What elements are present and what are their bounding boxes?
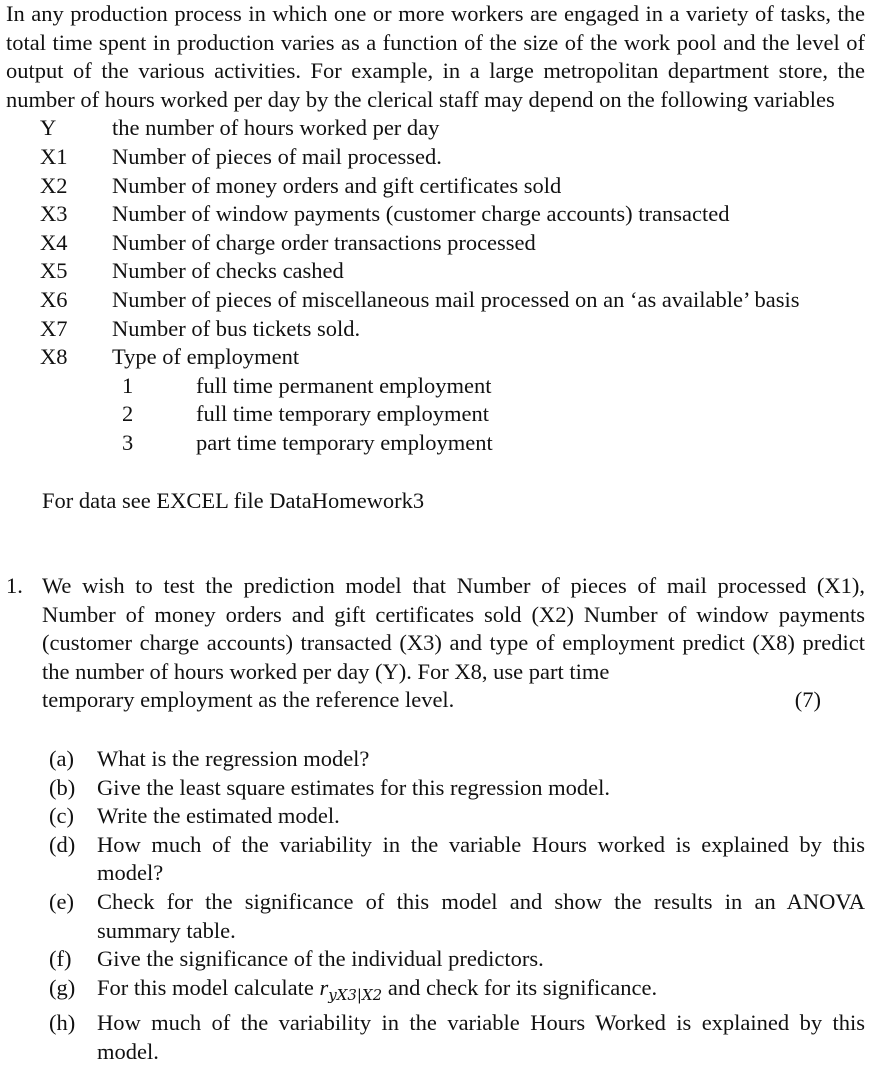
- part-label: (h): [49, 1010, 76, 1036]
- question-part-e: [42, 888, 865, 945]
- variable-description: Type of employment: [112, 344, 300, 370]
- question-text: We wish to test the prediction model that Number of pieces of mail processed (X1), Number of money orders and gift certificates sold (X2) Number of window payments (customer charge accounts) transacted (X3) and type of employment predict (X8) predict the number of hours worked per day (Y). For X8, use part time: [42, 573, 865, 684]
- variable-symbol: X6: [40, 286, 68, 312]
- variable-description: Number of pieces of miscellaneous mail processed on an ‘as available’ basis: [112, 286, 800, 312]
- part-label: (f): [49, 946, 72, 972]
- employment-level-list: [6, 372, 865, 458]
- variable-row: [6, 143, 865, 172]
- part-text: Check for the significance of this model and show the results in an ANOVA summary table.: [97, 889, 865, 943]
- variable-symbol: X3: [40, 201, 68, 227]
- part-text: Give the least square estimates for this regression model.: [97, 774, 610, 800]
- variable-symbol: X8: [40, 344, 68, 370]
- question-1: [6, 572, 865, 1067]
- variable-description: Number of checks cashed: [112, 258, 344, 284]
- part-text: Give the significance of the individual predictors.: [97, 946, 544, 972]
- part-text-before: For this model calculate: [97, 974, 314, 1000]
- question-part-h: [42, 1009, 865, 1066]
- variable-row: [6, 114, 865, 143]
- part-label: (e): [49, 889, 74, 915]
- employment-level-description: full time permanent employment: [196, 372, 492, 398]
- variable-list: [6, 114, 865, 371]
- variable-description: Number of window payments (customer charge accounts) transacted: [112, 201, 730, 227]
- employment-level-number: 1: [122, 372, 134, 398]
- question-part-g: [42, 974, 865, 1010]
- question-body: [42, 572, 865, 1067]
- variable-description: the number of hours worked per day: [112, 115, 440, 141]
- question-last-line: [42, 686, 865, 715]
- question-part-b: [42, 774, 865, 803]
- part-label: (b): [49, 774, 76, 800]
- employment-level-row: [6, 429, 865, 458]
- part-label: (c): [49, 803, 74, 829]
- variable-description: Number of bus tickets sold.: [112, 315, 361, 341]
- variable-symbol: X2: [40, 172, 68, 198]
- question-parts: [42, 745, 865, 1067]
- question-number: 1.: [6, 573, 23, 599]
- variable-symbol: X1: [40, 143, 68, 169]
- question-part-d: [42, 831, 865, 888]
- variable-row: [6, 229, 865, 258]
- question-text-end: temporary employment as the reference level.: [42, 687, 455, 713]
- variable-row: [6, 172, 865, 201]
- part-text: Write the estimated model.: [97, 803, 340, 829]
- employment-level-row: [6, 400, 865, 429]
- part-text-after: and check for its significance.: [387, 974, 658, 1000]
- variable-symbol: Y: [40, 115, 57, 141]
- partial-correlation-subscript: yX3|X2: [328, 985, 383, 1004]
- variable-symbol: X4: [40, 229, 68, 255]
- partial-correlation-symbol: r: [319, 974, 329, 1000]
- employment-level-number: 3: [122, 429, 134, 455]
- variable-row: [6, 315, 865, 344]
- variable-row: [6, 200, 865, 229]
- variable-row: [6, 343, 865, 372]
- question-part-a: [42, 745, 865, 774]
- variable-row: [6, 257, 865, 286]
- employment-level-row: [6, 372, 865, 401]
- employment-level-description: part time temporary employment: [196, 429, 493, 455]
- variable-description: Number of pieces of mail processed.: [112, 143, 442, 169]
- part-text: What is the regression model?: [97, 746, 370, 772]
- part-text: [97, 974, 865, 1010]
- variable-symbol: X7: [40, 315, 68, 341]
- variable-symbol: X5: [40, 258, 68, 284]
- intro-paragraph: In any production process in which one or more workers are engaged in a variety of tasks, the total time spent in production varies as a function of the size of the work pool and the level of output of the various activities. For example, in a large metropolitan department store, the number of hours worked per day by the clerical staff may depend on the following variables: [6, 1, 865, 112]
- question-part-c: [42, 802, 865, 831]
- part-label: (d): [49, 831, 76, 857]
- part-label: (a): [49, 746, 74, 772]
- part-text: How much of the variability in the variable Hours worked is explained by this model?: [97, 831, 865, 886]
- employment-level-description: full time temporary employment: [196, 401, 490, 427]
- part-label: (g): [49, 974, 76, 1000]
- part-text: How much of the variability in the variable Hours Worked is explained by this model.: [97, 1010, 865, 1064]
- variable-description: Number of money orders and gift certificates sold: [112, 172, 562, 198]
- variable-row: [6, 286, 865, 315]
- employment-level-number: 2: [122, 401, 134, 427]
- data-note: For data see EXCEL file DataHomework3: [42, 487, 425, 513]
- variable-description: Number of charge order transactions processed: [112, 229, 536, 255]
- question-marks: (7): [794, 687, 821, 713]
- question-part-f: [42, 945, 865, 974]
